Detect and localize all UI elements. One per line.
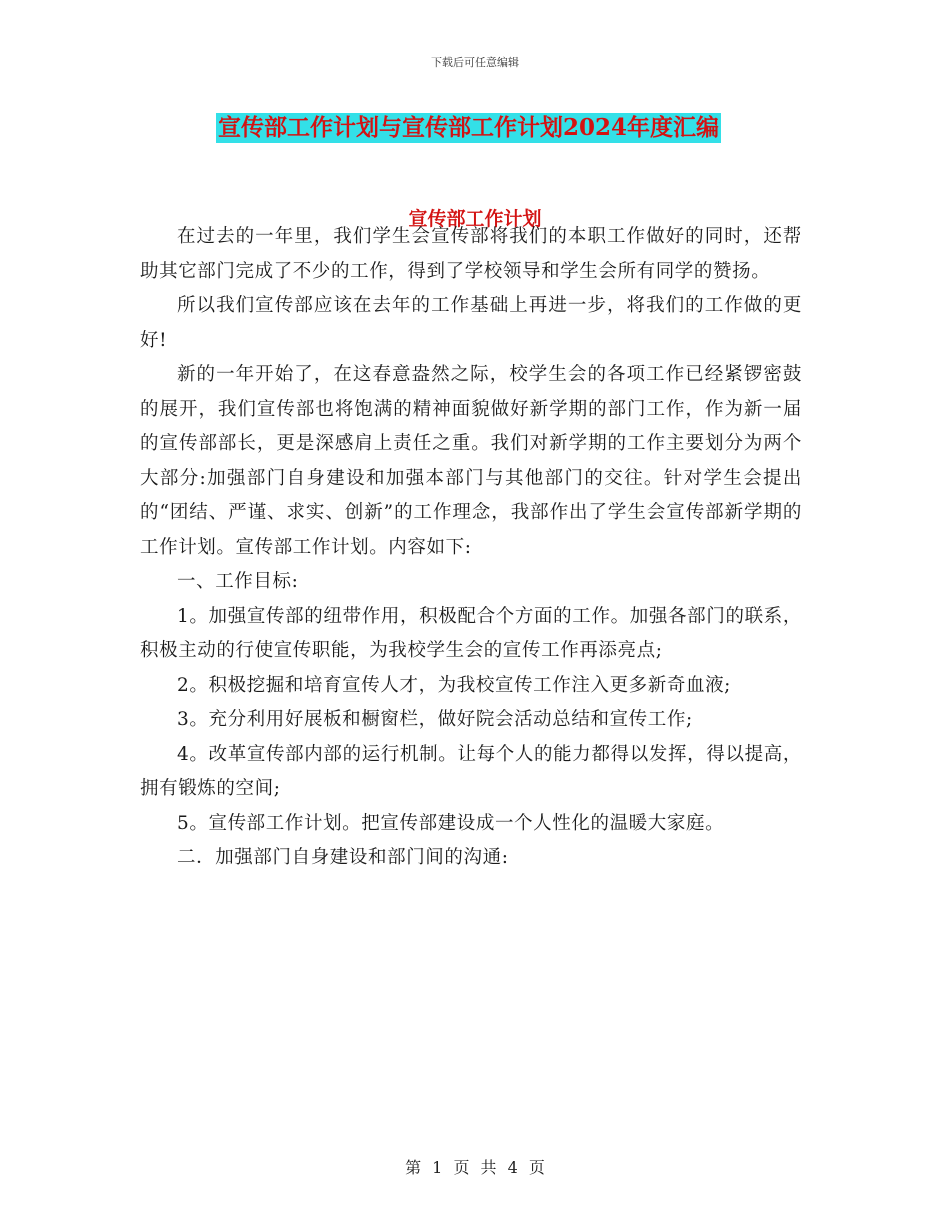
- page-footer: 第 1 页 共 4 页: [405, 1158, 545, 1177]
- paragraph: 1。加强宣传部的纽带作用，积极配合个方面的工作。加强各部门的联系，积极主动的行使宣传职能，为我校学生会的宣传工作再添亮点;: [140, 605, 802, 661]
- paragraph: 5。宣传部工作计划。把宣传部建设成一个人性化的温暖大家庭。: [177, 812, 725, 834]
- paragraph: 一、工作目标:: [177, 571, 299, 592]
- paragraph: 二．加强部门自身建设和部门间的沟通:: [177, 847, 509, 868]
- paragraph: 新的一年开始了，在这春意盎然之际，校学生会的各项工作已经紧锣密鼓的展开，我们宣传部也将饱满的精神面貌做好新学期的部门工作，作为新一届的宣传部部长，更是深感肩上责任之重。我们对新学期的工作主要划分为两个大部分:加强部门自身建设和加强本部门与其他部门的交往。针对学生会提出的“团结、严谨、求实、创新”的工作理念，我部作出了学生会宣传部新学期的工作计划。宣传部工作计划。内容如下:: [140, 364, 802, 558]
- paragraph: 3。充分利用好展板和橱窗栏，做好院会活动总结和宣传工作;: [177, 709, 693, 730]
- paragraph: 所以我们宣传部应该在去年的工作基础上再进一步，将我们的工作做的更好!: [140, 295, 802, 351]
- paragraph: 2。积极挖掘和培育宣传人才，为我校宣传工作注入更多新奇血液;: [177, 674, 732, 696]
- document-body: [140, 220, 802, 876]
- document-title: 宣传部工作计划与宣传部工作计划2024年度汇编: [218, 114, 720, 141]
- section-title: 宣传部工作计划: [408, 208, 542, 230]
- paragraph: 在过去的一年里，我们学生会宣传部将我们的本职工作做好的同时，还帮助其它部门完成了不少的工作，得到了学校领导和学生会所有同学的赞扬。: [140, 226, 802, 282]
- header-note: 下载后可任意编辑: [431, 56, 519, 69]
- paragraph: 4。改革宣传部内部的运行机制。让每个人的能力都得以发挥，得以提高，拥有锻炼的空间;: [140, 743, 802, 799]
